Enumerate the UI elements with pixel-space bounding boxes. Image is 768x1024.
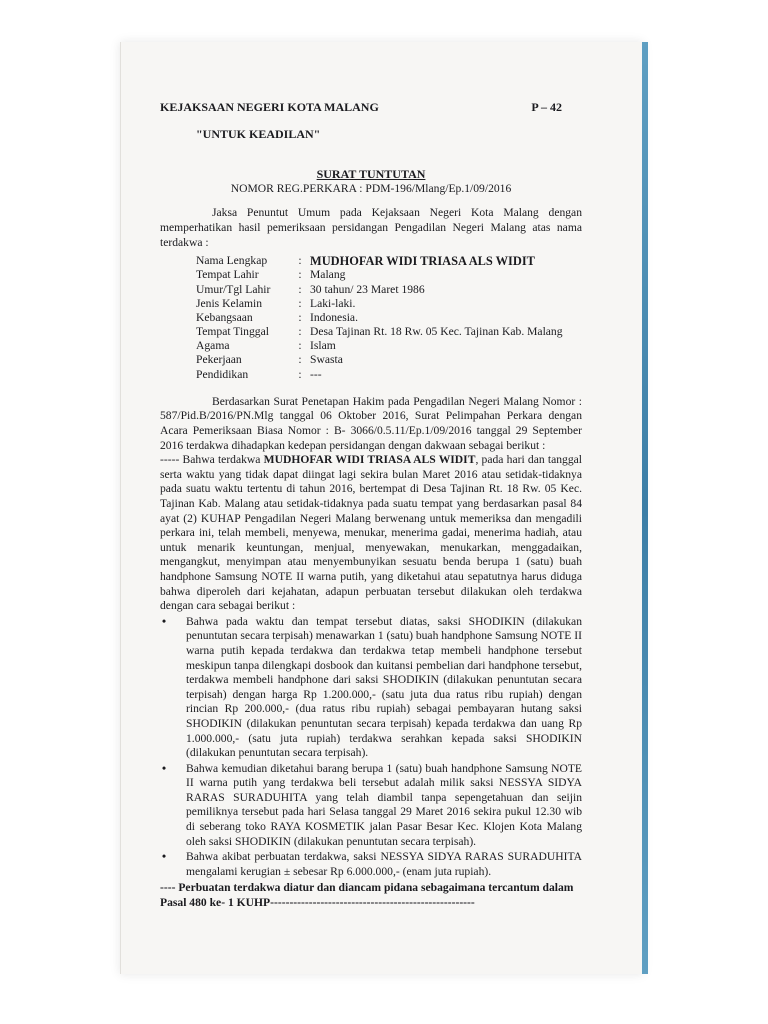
identity-colon: : (298, 325, 302, 339)
identity-value: Malang (310, 268, 346, 282)
identity-label: Pendidikan (196, 367, 249, 381)
identity-label: Nama Lengkap (196, 254, 268, 268)
identity-value: 30 tahun/ 23 Maret 1986 (310, 282, 425, 296)
document-title: SURAT TUNTUTAN (316, 167, 426, 182)
identity-value: Swasta (310, 353, 343, 367)
identity-colon: : (298, 339, 302, 353)
list-item (160, 850, 582, 879)
identity-colon: : (298, 367, 302, 381)
bullet-icon: • (162, 614, 167, 628)
identity-value: MUDHOFAR WIDI TRIASA ALS WIDIT (310, 254, 535, 269)
identity-label: Agama (196, 339, 230, 353)
identity-label: Tempat Lahir (196, 268, 259, 282)
identity-colon: : (298, 353, 302, 367)
identity-row (196, 283, 582, 297)
identity-row (196, 268, 582, 282)
document-header (160, 100, 582, 115)
title-block (160, 167, 582, 196)
list-item (160, 615, 582, 761)
identity-label: Kebangsaan (196, 310, 253, 324)
institution-name: KEJAKSAAN NEGERI KOTA MALANG (160, 100, 379, 114)
identity-value: Laki-laki. (310, 296, 356, 310)
identity-colon: : (298, 310, 302, 324)
identity-colon: : (298, 268, 302, 282)
facts-list (160, 615, 582, 880)
identity-colon: : (298, 282, 302, 296)
identity-colon: : (298, 296, 302, 310)
form-code: P – 42 (531, 100, 562, 114)
penetapan-paragraph: Berdasarkan Surat Penetapan Hakim pada Pengadilan Negeri Malang Nomor : 587/Pid.B/2016/PN.Mlg tanggal 06 Oktober 2016, Surat Pelimpahan Perkara dengan Acara Pemeriksaan Biasa Nomor : B- 3066/0.5.11/Ep.1/09/2016 tanggal 29 September 2016 terdakwa dihadapkan kedepan persidangan dengan dakwaan sebagai berikut : (160, 394, 582, 452)
bullet-icon: • (162, 761, 167, 775)
identity-label: Pekerjaan (196, 353, 242, 367)
identity-value: --- (310, 367, 322, 381)
identity-value: Desa Tajinan Rt. 18 Rw. 05 Kec. Tajinan Kab. Malang (310, 325, 563, 339)
defendant-name-inline: MUDHOFAR WIDI TRIASA ALS WIDIT (263, 453, 476, 467)
identity-label: Umur/Tgl Lahir (196, 282, 271, 296)
identity-row (196, 311, 582, 325)
dakwaan-paragraph (160, 453, 582, 614)
document-content (160, 100, 582, 911)
identity-label: Tempat Tinggal (196, 325, 269, 339)
fact-text: Bahwa akibat perbuatan terdakwa, saksi NESSYA SIDYA RARAS SURADUHITA mengalami kerugian ± sebesar Rp 6.000.000,- (enam juta rupiah). (186, 850, 582, 878)
page-edge-strip (642, 42, 648, 974)
intro-paragraph: Jaksa Penuntut Umum pada Kejaksaan Negeri Kota Malang dengan memperhatikan hasil pemeriksaan persidangan Pengadilan Negeri Malang atas nama terdakwa : (160, 206, 582, 249)
list-item (160, 762, 582, 850)
identity-value: Indonesia. (310, 310, 358, 324)
case-number: NOMOR REG.PERKARA : PDM-196/Mlang/Ep.1/09/2016 (230, 181, 512, 195)
identity-row (196, 254, 582, 268)
dakwaan-text: , pada hari dan tanggal serta waktu yang tidak dapat diingat lagi sekira bulan Maret 2016 atau setidak-tidaknya pada suatu waktu tertentu di tahun 2016, bertempat di Desa Tajinan Rt. 18 Rw. 05 Kec. Tajinan Kab. Malang atau setidak-tidaknya pada suatu tempat yang berdasarkan pasal 84 ayat (2) KUHAP Pengadilan Negeri Malang berwenang untuk memeriksa dan mengadili perkara ini, telah membeli, menyewa, menukar, menerima gadai, menerima hadiah, atau untuk menarik keuntungan, menjual, menyewakan, menukarkan, menggadaikan, mengangkut, menyimpan atau menyembunyikan sesuatu benda berupa 1 (satu) buah handphone Samsung NOTE II warna putih, yang diketahui atau sepatutnya harus diduga bahwa diperoleh dari kejahatan, adapun perbuatan tersebut dilakukan oleh terdakwa dengan cara sebagai berikut : (160, 453, 583, 613)
fact-text: Bahwa pada waktu dan tempat tersebut diatas, saksi SHODIKIN (dilakukan penuntutan secara terpisah) menawarkan 1 (satu) buah handphone Samsung NOTE II warna putih kepada terdakwa dan terdakwa tetap membeli handphone tersebut meskipun tanpa dilengkapi dosbook dan kuitansi pembelian dari handphone tersebut, terdakwa membeli handphone dari saksi SHODIKIN (dilakukan penuntutan secara terpisah) dengan harga Rp 1.200.000,- (satu juta dua ratus ribu rupiah) dengan rincian Rp 200.000,- (dua ratus ribu rupiah) sebagai pembayaran hutang saksi SHODIKIN (dilakukan penuntutan secara terpisah) kepada terdakwa dan uang Rp 1.000.000,- (satu juta rupiah) terdakwa serahkan kepada saksi SHODIKIN (dilakukan penuntutan secara terpisah). (186, 614, 582, 760)
identity-value: Islam (310, 339, 336, 353)
identity-label: Jenis Kelamin (196, 296, 263, 310)
closing-statement: ---- Perbuatan terdakwa diatur dan diancam pidana sebagaimana tercantum dalam Pasal 480 ke- 1 KUHP----------------------------------------------------- (160, 881, 574, 910)
fact-text: Bahwa kemudian diketahui barang berupa 1 (satu) buah handphone Samsung NOTE II warna putih yang terdakwa beli tersebut adalah milik saksi NESSYA SIDYA RARAS SURADUHITA yang telah diambil tanpa sepengetahuan dan seijin pemiliknya tersebut pada hari Selasa tanggal 29 Maret 2016 sekira pukul 12.30 wib di seberang toko RAYA KOSMETIK jalan Pasar Besar Kec. Klojen Kota Malang oleh saksi SHODIKIN (dilakukan penuntutan secara terpisah). (186, 761, 582, 848)
defendant-identity (196, 254, 582, 382)
dakwaan-lead: ----- Bahwa terdakwa (160, 453, 261, 467)
identity-row (196, 297, 582, 311)
identity-row (196, 339, 582, 353)
bullet-icon: • (162, 850, 167, 864)
identity-row (196, 353, 582, 367)
identity-colon: : (298, 254, 302, 268)
motto: "UNTUK KEADILAN" (196, 126, 321, 141)
identity-row (196, 368, 582, 382)
identity-row (196, 325, 582, 339)
